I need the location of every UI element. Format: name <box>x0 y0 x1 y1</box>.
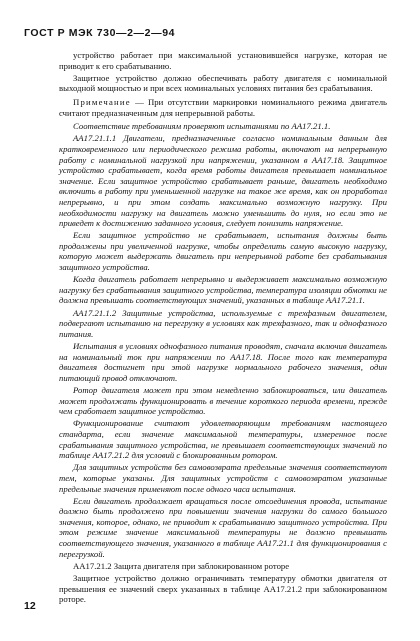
note-text: — При отсутствии маркировки номинального режима двигатель считают предназначенным для непрерывной работы. <box>59 96 387 118</box>
paragraph: АА17.21.1.1 Двигатели, предназначенные согласно номинальным данным для кратковременного или периодического режима работы, включают на непрерывную работу с номинальной нагрузкой при напряжении, указанном в АА17.18. Защитное устройство срабатывает, когда время работы двигателя превышает номинальное значение. Если защитное устройство срабатывает раньше, двигатель необходимо включить в работу при уменьшенной нагрузке на такое же время, как он проработал непрерывно, и при этом создать максимально возможную нагрузку. При необходимости нагрузку на двигатель можно уменьшить до нуля, но если это не приведет к достижению заданного условия, следует понизить напряжение. <box>59 133 387 229</box>
document-body <box>59 50 387 606</box>
paragraph: Ротор двигателя может при этом немедленно заблокироваться, или двигатель может продолжать функционировать в течение короткого периода времени, прежде чем сработает защитное устройство. <box>59 384 387 417</box>
note-label: Примечание <box>73 96 131 107</box>
paragraph: Защитное устройство должно ограничивать температуру обмотки двигателя от превышения ее значений сверх указанных в таблице АА17.21.2 при заблокированном роторе. <box>59 573 387 605</box>
section-heading: АА17.21.2 Защита двигателя при заблокированном роторе <box>73 560 290 571</box>
page-number: 12 <box>24 600 36 612</box>
standard-header: ГОСТ Р МЭК 730—2—2—94 <box>24 27 176 39</box>
paragraph: Если защитное устройство не срабатывает, испытания должны быть продолжены при увеличенной нагрузке, чтобы определить самую высокую нагрузку, которую может выдержать двигатель при непрерывной работе без срабатывания защитного устройства. <box>59 230 387 273</box>
paragraph: Защитное устройство должно обеспечивать работу двигателя с номинальной выходной мощностью и при всех номинальных условиях питания без срабатывания. <box>59 72 387 94</box>
paragraph: Испытания в условиях однофазного питания проводят, сначала включив двигатель на номинальный ток при напряжении по АА17.18. После того как температура двигателя достигнет при этой нагрузке нормального рабочего значения, один питающий провод отключают. <box>59 341 387 383</box>
paragraph: Для защитных устройств без самовозврата предельные значения соответствуют тем, которые указаны. Для защитных устройств с самовозвратом указанные предельные значения применяют после одного часа испытания. <box>59 462 387 494</box>
paragraph: устройство работает при максимальной установившейся нагрузке, которая не приводит к его срабатыванию. <box>59 50 387 71</box>
note-paragraph <box>59 97 387 118</box>
paragraph: Если двигатель продолжает вращаться после отсоединения провода, испытание должно быть продолжено при повышении значения нагрузки до самого большого значения, которое, однако, не приводит к срабатыванию защитного устройства. При этом режиме значение максимальной температуры не должно превышать соответствующего значения, указанного в таблице АА17.21.1 для функционирования с перегрузкой. <box>59 495 387 559</box>
paragraph: АА17.21.1.2 Защитные устройства, используемые с трехфазным двигателем, подвергают испытанию на перегрузку в условиях как трехфазного, так и однофазного питания. <box>59 307 387 339</box>
paragraph: Соответствие требованиям проверяют испытаниями по АА17.21.1. <box>73 121 331 132</box>
paragraph: Функционирование считают удовлетворяющим требованиям настоящего стандарта, если значение максимальной температуры, измеренное после срабатывания защитного устройства, не превышает соответствующих значений по таблице АА17.21.2 для условий с блокированным ротором. <box>59 418 387 461</box>
paragraph: Когда двигатель работает непрерывно и выдерживает максимально возможную нагрузку без срабатывания защитного устройства, температура изоляции обмотки не должна превышать соответствующих значений, указанных в таблице АА17.21.1. <box>59 274 387 306</box>
